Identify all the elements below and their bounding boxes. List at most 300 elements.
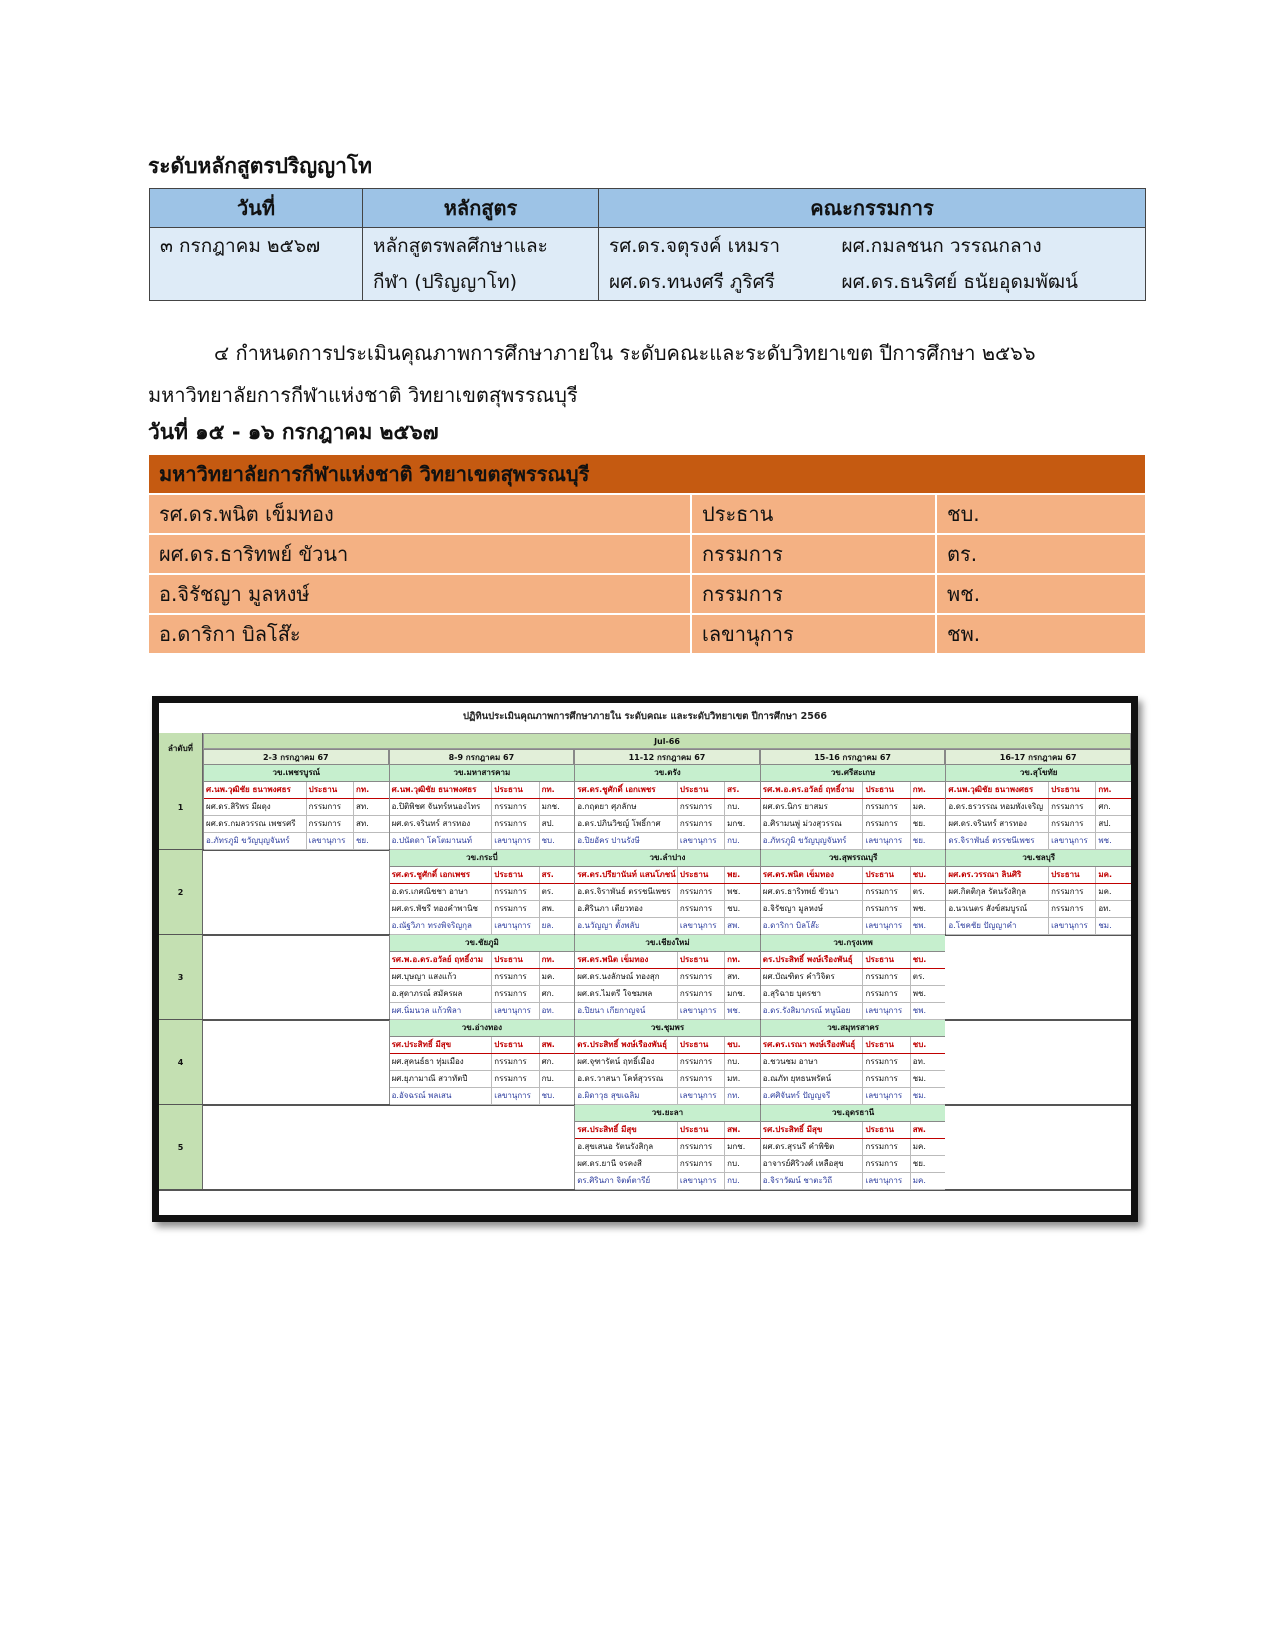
committee-role: ประธาน [862, 782, 909, 798]
committee-name: อ.สุดาภรณ์ สมัครผล [391, 989, 463, 998]
committee-line [761, 952, 946, 969]
committee-line [575, 867, 760, 884]
committee-name: รศ.ประสิทธิ์ มีสุข [391, 1040, 452, 1049]
committee-line [761, 901, 946, 918]
committee-role: กรรมการ [862, 969, 909, 985]
committee-role: กรรมการ [491, 816, 538, 832]
campus-name: วข.กระบี่ [390, 850, 575, 867]
committee-name: ศ.นพ.วุฒิชัย ธนาพงศธร [206, 785, 291, 794]
committee-code: ศก. [539, 986, 575, 1002]
committee-name: รศ.ประสิทธิ์ มีสุข [762, 1125, 823, 1134]
committee-role: กรรมการ [677, 986, 724, 1002]
committee-line [575, 952, 760, 969]
committee-code: มกช. [724, 816, 760, 832]
committee-role: กรรมการ [491, 1054, 538, 1070]
committee-code: ชบ. [539, 833, 575, 849]
campus-block [760, 1105, 946, 1189]
committee-role: กรรมการ [862, 816, 909, 832]
row-number: 1 [159, 765, 203, 850]
committee-name: รศ.ดร.พนิต เข็มทอง [762, 870, 834, 879]
committee-line [946, 918, 1131, 935]
date-header: 15-16 กรกฎาคม 67 [760, 749, 946, 765]
committee-role: กรรมการ [862, 1139, 909, 1155]
committee-name: อ.ณัฐวิภา ทรงพิจริญกุล [391, 921, 472, 930]
committee-name: ดร.ประสิทธิ์ พงษ์เรืองพันธุ์ [577, 1040, 668, 1049]
campus-name: วข.สุโขทัย [946, 765, 1131, 782]
committee-role: ประธาน [862, 1037, 909, 1053]
committee-code: สพ. [539, 1037, 575, 1053]
member-code: พช. [936, 574, 1145, 614]
committee-name: อ.จิราวัฒน์ ชาตะวิถี [762, 1176, 833, 1185]
committee-line [390, 918, 575, 935]
committee-name: ผศ.ดร.นงลักษณ์ ทองสุก [577, 972, 660, 981]
committee-name: รศ.พ.อ.ดร.อวัลย์ ฤทธิ์งาม [762, 785, 855, 794]
order-header: ลำดับที่ [159, 733, 203, 765]
committee-line [761, 884, 946, 901]
committee-line [761, 1156, 946, 1173]
committee-code: กบ. [724, 833, 760, 849]
committee-name: อ.ศิรินภา เตียวทอง [577, 904, 643, 913]
master-date: ๓ กรกฎาคม ๒๕๖๗ [150, 228, 363, 265]
member-code: ตร. [936, 534, 1145, 574]
committee-name: ผศ.ยุภามาณี สวาทัตปี [391, 1074, 468, 1083]
committee-code: มค. [910, 1173, 946, 1189]
committee-code: ตร. [539, 884, 575, 900]
campus-block [760, 1020, 946, 1104]
committee-role: กรรมการ [862, 799, 909, 815]
committee-name: อ.ปิยนา เกียกาญจน์ [577, 1006, 646, 1015]
member-name: อ.จิรัชญา มูลหงษ์ [149, 574, 691, 614]
committee-line [390, 969, 575, 986]
header-date: วันที่ [150, 189, 363, 228]
committee-line [761, 1003, 946, 1020]
committee-code: ชย. [910, 833, 946, 849]
committee-name: อ.ปิยอัคร ปานรังษี [577, 836, 640, 845]
committee-line [761, 1173, 946, 1190]
committee-role: ประธาน [677, 952, 724, 968]
master-program-line2: กีฬา (ปริญญาโท) [363, 264, 599, 301]
section-4-line2: มหาวิทยาลัยการกีฬาแห่งชาติ วิทยาเขตสุพรรณบุรี [148, 383, 578, 407]
committee-code: ชบ. [724, 1037, 760, 1053]
member-name: ผศ.ดร.ธาริทพย์ ขัวนา [149, 534, 691, 574]
campus-block [945, 850, 1131, 934]
committee-code: กท. [910, 782, 946, 798]
committee-code: อท. [1095, 901, 1131, 917]
committee-role: เลขานุการ [491, 833, 538, 849]
master-level-heading: ระดับหลักสูตรปริญญาโท [148, 154, 372, 178]
committee-line [390, 986, 575, 1003]
committee-role: กรรมการ [862, 901, 909, 917]
committee-code: สร. [539, 867, 575, 883]
committee-code: สพ. [724, 1122, 760, 1138]
committee-role: ประธาน [1048, 782, 1095, 798]
committee-code: สพ. [539, 901, 575, 917]
committee-name: อ.ดร.จิราพันธ์ ตรรชนีเพชร [577, 887, 671, 896]
committee-code: ชม. [910, 1071, 946, 1087]
committee-role: กรรมการ [491, 1071, 538, 1087]
committee-code: ชบ. [539, 1088, 575, 1104]
committee-name: อ.จิรัชญา มูลหงษ์ [762, 904, 824, 913]
committee-code: มค. [910, 799, 946, 815]
committee-code: กท. [539, 952, 575, 968]
committee-role: เลขานุการ [677, 918, 724, 934]
committee-code: สป. [1095, 816, 1131, 832]
committee-code: มท. [724, 1071, 760, 1087]
row-number: 5 [159, 1105, 203, 1190]
committee-line [575, 1037, 760, 1054]
campus-name: วข.สุพรรณบุรี [761, 850, 946, 867]
committee-role: ประธาน [862, 1122, 909, 1138]
committee-line [390, 1054, 575, 1071]
campus-block [574, 1105, 760, 1189]
member-code: ชพ. [936, 614, 1145, 653]
committee-name: ดร.ประสิทธิ์ พงษ์เรืองพันธุ์ [762, 955, 853, 964]
committee-code: สพ. [724, 918, 760, 934]
campus-name: วข.ชลบุรี [946, 850, 1131, 867]
committee-role: กรรมการ [306, 799, 353, 815]
committee-name: อ.ดร.รังสิมาภรณ์ หนูน้อย [762, 1006, 851, 1015]
committee-member: ผศ.ดร.ทนงศรี ภูริศรี [599, 264, 832, 301]
committee-name: ผศ.ดร.สุรนรี คำพิชิต [762, 1142, 835, 1151]
member-role: กรรมการ [691, 534, 936, 574]
committee-line [390, 952, 575, 969]
committee-line [761, 1037, 946, 1054]
committee-name: อ.ดร.เกศณิชชา อาษา [391, 887, 469, 896]
committee-line [390, 884, 575, 901]
committee-role: เลขานุการ [862, 918, 909, 934]
committee-name: ผศ.ดร.พัชรี ทองคำพานิช [391, 904, 478, 913]
campus-name: วข.ตรัง [575, 765, 760, 782]
committee-role: กรรมการ [677, 1139, 724, 1155]
date-header: 8-9 กรกฎาคม 67 [389, 749, 575, 765]
committee-code: ชบ. [910, 867, 946, 883]
committee-role: กรรมการ [862, 884, 909, 900]
committee-role: เลขานุการ [491, 1003, 538, 1019]
committee-line [946, 884, 1131, 901]
committee-code: ชบ. [724, 901, 760, 917]
campus-name: วข.ลำปาง [575, 850, 760, 867]
master-date-empty [150, 264, 363, 301]
committee-name: ศ.นพ.วุฒิชัย ธนาพงศธร [391, 785, 477, 794]
committee-name: ผศ.บัณฑิตร คำวิจิตร [762, 972, 835, 981]
committee-name: ผศ.ดร.วรรณา ลินศิริ [948, 870, 1022, 879]
committee-code: กบ. [724, 1156, 760, 1172]
committee-line [575, 1003, 760, 1020]
committee-code: อท. [910, 1054, 946, 1070]
committee-code: กท. [724, 1088, 760, 1104]
committee-name: รศ.ดร.ชูศักดิ์ เอกเพชร [391, 870, 470, 879]
committee-role: กรรมการ [1048, 884, 1095, 900]
committee-line [761, 1071, 946, 1088]
committee-line [390, 799, 575, 816]
committee-name: รศ.พ.อ.ดร.อวัลย์ ฤทธิ์งาม [391, 955, 484, 964]
campus-block [760, 765, 946, 849]
committee-role: ประธาน [862, 867, 909, 883]
committee-name: อ.ปิติพิชศ จันทร์หนองไทร [391, 802, 481, 811]
date-header: 2-3 กรกฎาคม 67 [203, 749, 389, 765]
committee-role: กรรมการ [491, 884, 538, 900]
committee-role: เลขานุการ [862, 1088, 909, 1104]
committee-line [575, 833, 760, 850]
committee-role: ประธาน [677, 867, 724, 883]
campus-name: วข.ชุมพร [575, 1020, 760, 1037]
committee-line [761, 918, 946, 935]
committee-line [946, 867, 1131, 884]
committee-code: ชพ. [910, 918, 946, 934]
committee-name: ผศ.จุฑารัตน์ ฤทธิ์เมือง [577, 1057, 655, 1066]
campus-block [760, 935, 946, 1019]
committee-line [390, 782, 575, 799]
committee-name: อ.ดาริกา บิลโส๊ะ [762, 921, 820, 930]
committee-code: มค. [910, 1139, 946, 1155]
committee-name: อ.ปนัดดา โคโตมานนท์ [391, 836, 473, 845]
committee-code: กบ. [724, 799, 760, 815]
committee-role: กรรมการ [862, 1071, 909, 1087]
committee-role: กรรมการ [677, 1054, 724, 1070]
campus-name: วข.มหาสารคาม [390, 765, 575, 782]
committee-line [761, 867, 946, 884]
committee-code: พช. [724, 884, 760, 900]
committee-member: ผศ.ดร.ธนริศย์ ธนัยอุดมพัฒน์ [832, 264, 1146, 301]
campus-block [203, 765, 389, 849]
date-header: 11-12 กรกฎาคม 67 [574, 749, 760, 765]
committee-code: สท. [353, 799, 389, 815]
campus-name: วข.อ่างทอง [390, 1020, 575, 1037]
committee-line [946, 833, 1131, 850]
committee-code: ชบ. [910, 1037, 946, 1053]
master-program-line1: หลักสูตรพลศึกษาและ [363, 228, 599, 265]
committee-name: อ.ชวนชม อาษา [762, 1057, 818, 1066]
committee-name: อ.กฤตยา ศุภลักษ [577, 802, 637, 811]
committee-line [575, 918, 760, 935]
committee-code: พช. [724, 1003, 760, 1019]
committee-line [761, 816, 946, 833]
member-role: เลขานุการ [691, 614, 936, 653]
member-name: รศ.ดร.พนิต เข็มทอง [149, 494, 691, 534]
committee-role: กรรมการ [677, 1156, 724, 1172]
committee-name: รศ.ดร.ชูศักดิ์ เอกเพชร [577, 785, 656, 794]
committee-code: กบ. [539, 1071, 575, 1087]
committee-role: กรรมการ [491, 901, 538, 917]
committee-code: ตร. [910, 969, 946, 985]
date-headers [203, 749, 1131, 765]
committee-name: ผศ.ดร.สิริพร มีผดุง [206, 802, 271, 811]
committee-line [390, 901, 575, 918]
committee-name: อ.ดร.ธรวรรณ หอมพังเจริญ [948, 802, 1044, 811]
header-program: หลักสูตร [363, 189, 599, 228]
committee-role: กรรมการ [862, 986, 909, 1002]
committee-role: เลขานุการ [677, 833, 724, 849]
committee-role: เลขานุการ [491, 1088, 538, 1104]
schedule-spreadsheet-image [152, 696, 1138, 1222]
committee-code: ชม. [1095, 918, 1131, 934]
committee-code: พช. [910, 986, 946, 1002]
committee-line [761, 986, 946, 1003]
committee-role: ประธาน [677, 782, 724, 798]
campus-block [760, 850, 946, 934]
committee-code: ชม. [910, 1088, 946, 1104]
member-code: ชบ. [936, 494, 1145, 534]
campus-name: วข.สมุทรสาคร [761, 1020, 946, 1037]
committee-line [390, 1037, 575, 1054]
committee-member: รศ.ดร.จตุรงค์ เหมรา [599, 228, 832, 265]
committee-line [575, 986, 760, 1003]
committee-role: กรรมการ [677, 799, 724, 815]
committee-line [575, 901, 760, 918]
committee-role: กรรมการ [677, 1071, 724, 1087]
committee-code: ชพ. [910, 1003, 946, 1019]
committee-role: ประธาน [677, 1122, 724, 1138]
section-4-line1: ๔ กำหนดการประเมินคุณภาพการศึกษาภายใน ระดับคณะและระดับวิทยาเขต ปีการศึกษา ๒๕๖๖ [214, 341, 1036, 365]
committee-role: เลขานุการ [862, 833, 909, 849]
committee-role: เลขานุการ [491, 918, 538, 934]
committee-name: ผศ.สุคนธ์ธา ทุ่มเมือง [391, 1057, 464, 1066]
committee-role: ประธาน [306, 782, 353, 798]
evaluation-date: วันที่ ๑๕ - ๑๖ กรกฎาคม ๒๕๖๗ [148, 420, 439, 444]
committee-code: กท. [1095, 782, 1131, 798]
committee-name: ผศ.ดร.ธาริทพย์ ขัวนา [762, 887, 839, 896]
committee-code: ศก. [1095, 799, 1131, 815]
campus-block [945, 765, 1131, 849]
committee-role: ประธาน [491, 1037, 538, 1053]
committee-name: อ.อัจฉรณ์ พลเสน [391, 1091, 452, 1100]
row-number: 4 [159, 1020, 203, 1105]
master-program-table [149, 188, 1146, 301]
campus-name: วข.เชียงใหม่ [575, 935, 760, 952]
committee-role: กรรมการ [491, 986, 538, 1002]
committee-name: อ.ภัทรภูมิ ขวัญบุญจันทร์ [762, 836, 847, 845]
committee-role: กรรมการ [1048, 799, 1095, 815]
committee-line [761, 782, 946, 799]
committee-code: สท. [724, 969, 760, 985]
committee-line [204, 799, 389, 816]
campus-block [389, 935, 575, 1019]
member-name: อ.ดาริกา บิลโส๊ะ [149, 614, 691, 653]
committee-code: กท. [353, 782, 389, 798]
committee-name: อ.นวัญญา ตั้งพลับ [577, 921, 640, 930]
committee-line [390, 1071, 575, 1088]
committee-line [204, 833, 389, 850]
committee-name: รศ.ประสิทธิ์ มีสุข [577, 1125, 637, 1134]
committee-name: อ.ณภัท ยุทธนพรัตน์ [762, 1074, 832, 1083]
committee-name: อ.ศศิจันทร์ ปัญญจรี [762, 1091, 831, 1100]
committee-role: กรรมการ [491, 799, 538, 815]
committee-code: สร. [724, 782, 760, 798]
committee-name: ดร.จิราพันธ์ ตรรชนีเพชร [948, 836, 1035, 845]
committee-name: ผศ.นิ่มนวล แก้วพิลา [391, 1006, 462, 1015]
campus-block [574, 765, 760, 849]
committee-line [575, 1122, 760, 1139]
committee-code: ศก. [539, 1054, 575, 1070]
committee-role: กรรมการ [1048, 816, 1095, 832]
committee-role: เลขานุการ [862, 1003, 909, 1019]
committee-line [575, 1071, 760, 1088]
committee-member: ผศ.กมลชนก วรรณกลาง [832, 228, 1146, 265]
committee-line [946, 782, 1131, 799]
committee-code: ตร. [910, 884, 946, 900]
committee-name: รศ.ดร.พนิต เข็มทอง [577, 955, 649, 964]
committee-line [390, 816, 575, 833]
committee-line [575, 1173, 760, 1190]
committee-role: ประธาน [1048, 867, 1095, 883]
committee-role: เลขานุการ [306, 833, 353, 849]
committee-name: อ.ศิรามนพู่ ม่วงสุวรรณ [762, 819, 842, 828]
campus-block [389, 1020, 575, 1104]
committee-code: มกช. [539, 799, 575, 815]
committee-role: เลขานุการ [1048, 833, 1095, 849]
committee-name: ดร.ศิรินภา จิตต์ตารีย์ [577, 1176, 651, 1185]
spreadsheet-title: ปฏิทินประเมินคุณภาพการศึกษาภายใน ระดับคณะ และระดับวิทยาเขต ปีการศึกษา 2566 [462, 711, 828, 722]
committee-name: อ.โชคชัย ปัญญาคำ [948, 921, 1017, 930]
committee-role: กรรมการ [677, 969, 724, 985]
committee-name: ผศ.บุษญา แสงแก้ว [391, 972, 457, 981]
committee-code: กท. [539, 782, 575, 798]
committee-role: กรรมการ [306, 816, 353, 832]
committee-code: พช. [910, 901, 946, 917]
committee-line [761, 799, 946, 816]
committee-code: กบ. [724, 1173, 760, 1189]
campus-name: วข.เพชรบูรณ์ [204, 765, 389, 782]
month-header: Jul-66 [203, 733, 1131, 749]
committee-role: กรรมการ [862, 1156, 909, 1172]
spreadsheet-canvas [159, 703, 1131, 1215]
committee-role: ประธาน [491, 952, 538, 968]
committee-code: มค. [1095, 867, 1131, 883]
committee-line [575, 782, 760, 799]
committee-name: รศ.ดร.ปรียานันท์ แสนโภชน์ [577, 870, 676, 879]
committee-name: รศ.ดร.เรณา พงษ์เรืองพันธุ์ [762, 1040, 856, 1049]
committee-name: ผศ.ดร.ไมตรี ใจชมพล [577, 989, 653, 998]
committee-code: มค. [539, 969, 575, 985]
committee-code: มค. [1095, 884, 1131, 900]
date-header: 16-17 กรกฎาคม 67 [945, 749, 1131, 765]
committee-line [761, 833, 946, 850]
committee-code: มกช. [724, 1139, 760, 1155]
committee-code: มกช. [724, 986, 760, 1002]
committee-name: ผศ.ดร.นิกร ยาสมร [762, 802, 828, 811]
committee-line [575, 969, 760, 986]
committee-line [761, 969, 946, 986]
committee-code: พย. [724, 867, 760, 883]
committee-role: ประธาน [862, 952, 909, 968]
committee-role: ประธาน [491, 867, 538, 883]
committee-code: สท. [353, 816, 389, 832]
committee-name: อ.นวเนตร สังข์สมบูรณ์ [948, 904, 1028, 913]
campus-block [389, 765, 575, 849]
campus-name: วข.ศรีสะเกษ [761, 765, 946, 782]
committee-role: กรรมการ [677, 884, 724, 900]
committee-code: ชบ. [910, 952, 946, 968]
committee-line [761, 1139, 946, 1156]
campus-block [574, 850, 760, 934]
committee-line [575, 1139, 760, 1156]
campus-name: วข.ชัยภูมิ [390, 935, 575, 952]
committee-line [390, 867, 575, 884]
campus-table-header: มหาวิทยาลัยการกีฬาแห่งชาติ วิทยาเขตสุพรรณบุรี [149, 455, 1145, 494]
committee-line [575, 799, 760, 816]
committee-line [575, 1156, 760, 1173]
row-number: 2 [159, 850, 203, 935]
committee-name: ผศ.ดร.ยานี จรคงสี [577, 1159, 642, 1168]
campus-block [389, 850, 575, 934]
committee-role: เลขานุการ [1048, 918, 1095, 934]
committee-line [204, 816, 389, 833]
committee-role: กรรมการ [491, 969, 538, 985]
committee-role: ประธาน [677, 1037, 724, 1053]
campus-name: วข.อุดรธานี [761, 1105, 946, 1122]
campus-block [574, 935, 760, 1019]
committee-code: อท. [539, 1003, 575, 1019]
